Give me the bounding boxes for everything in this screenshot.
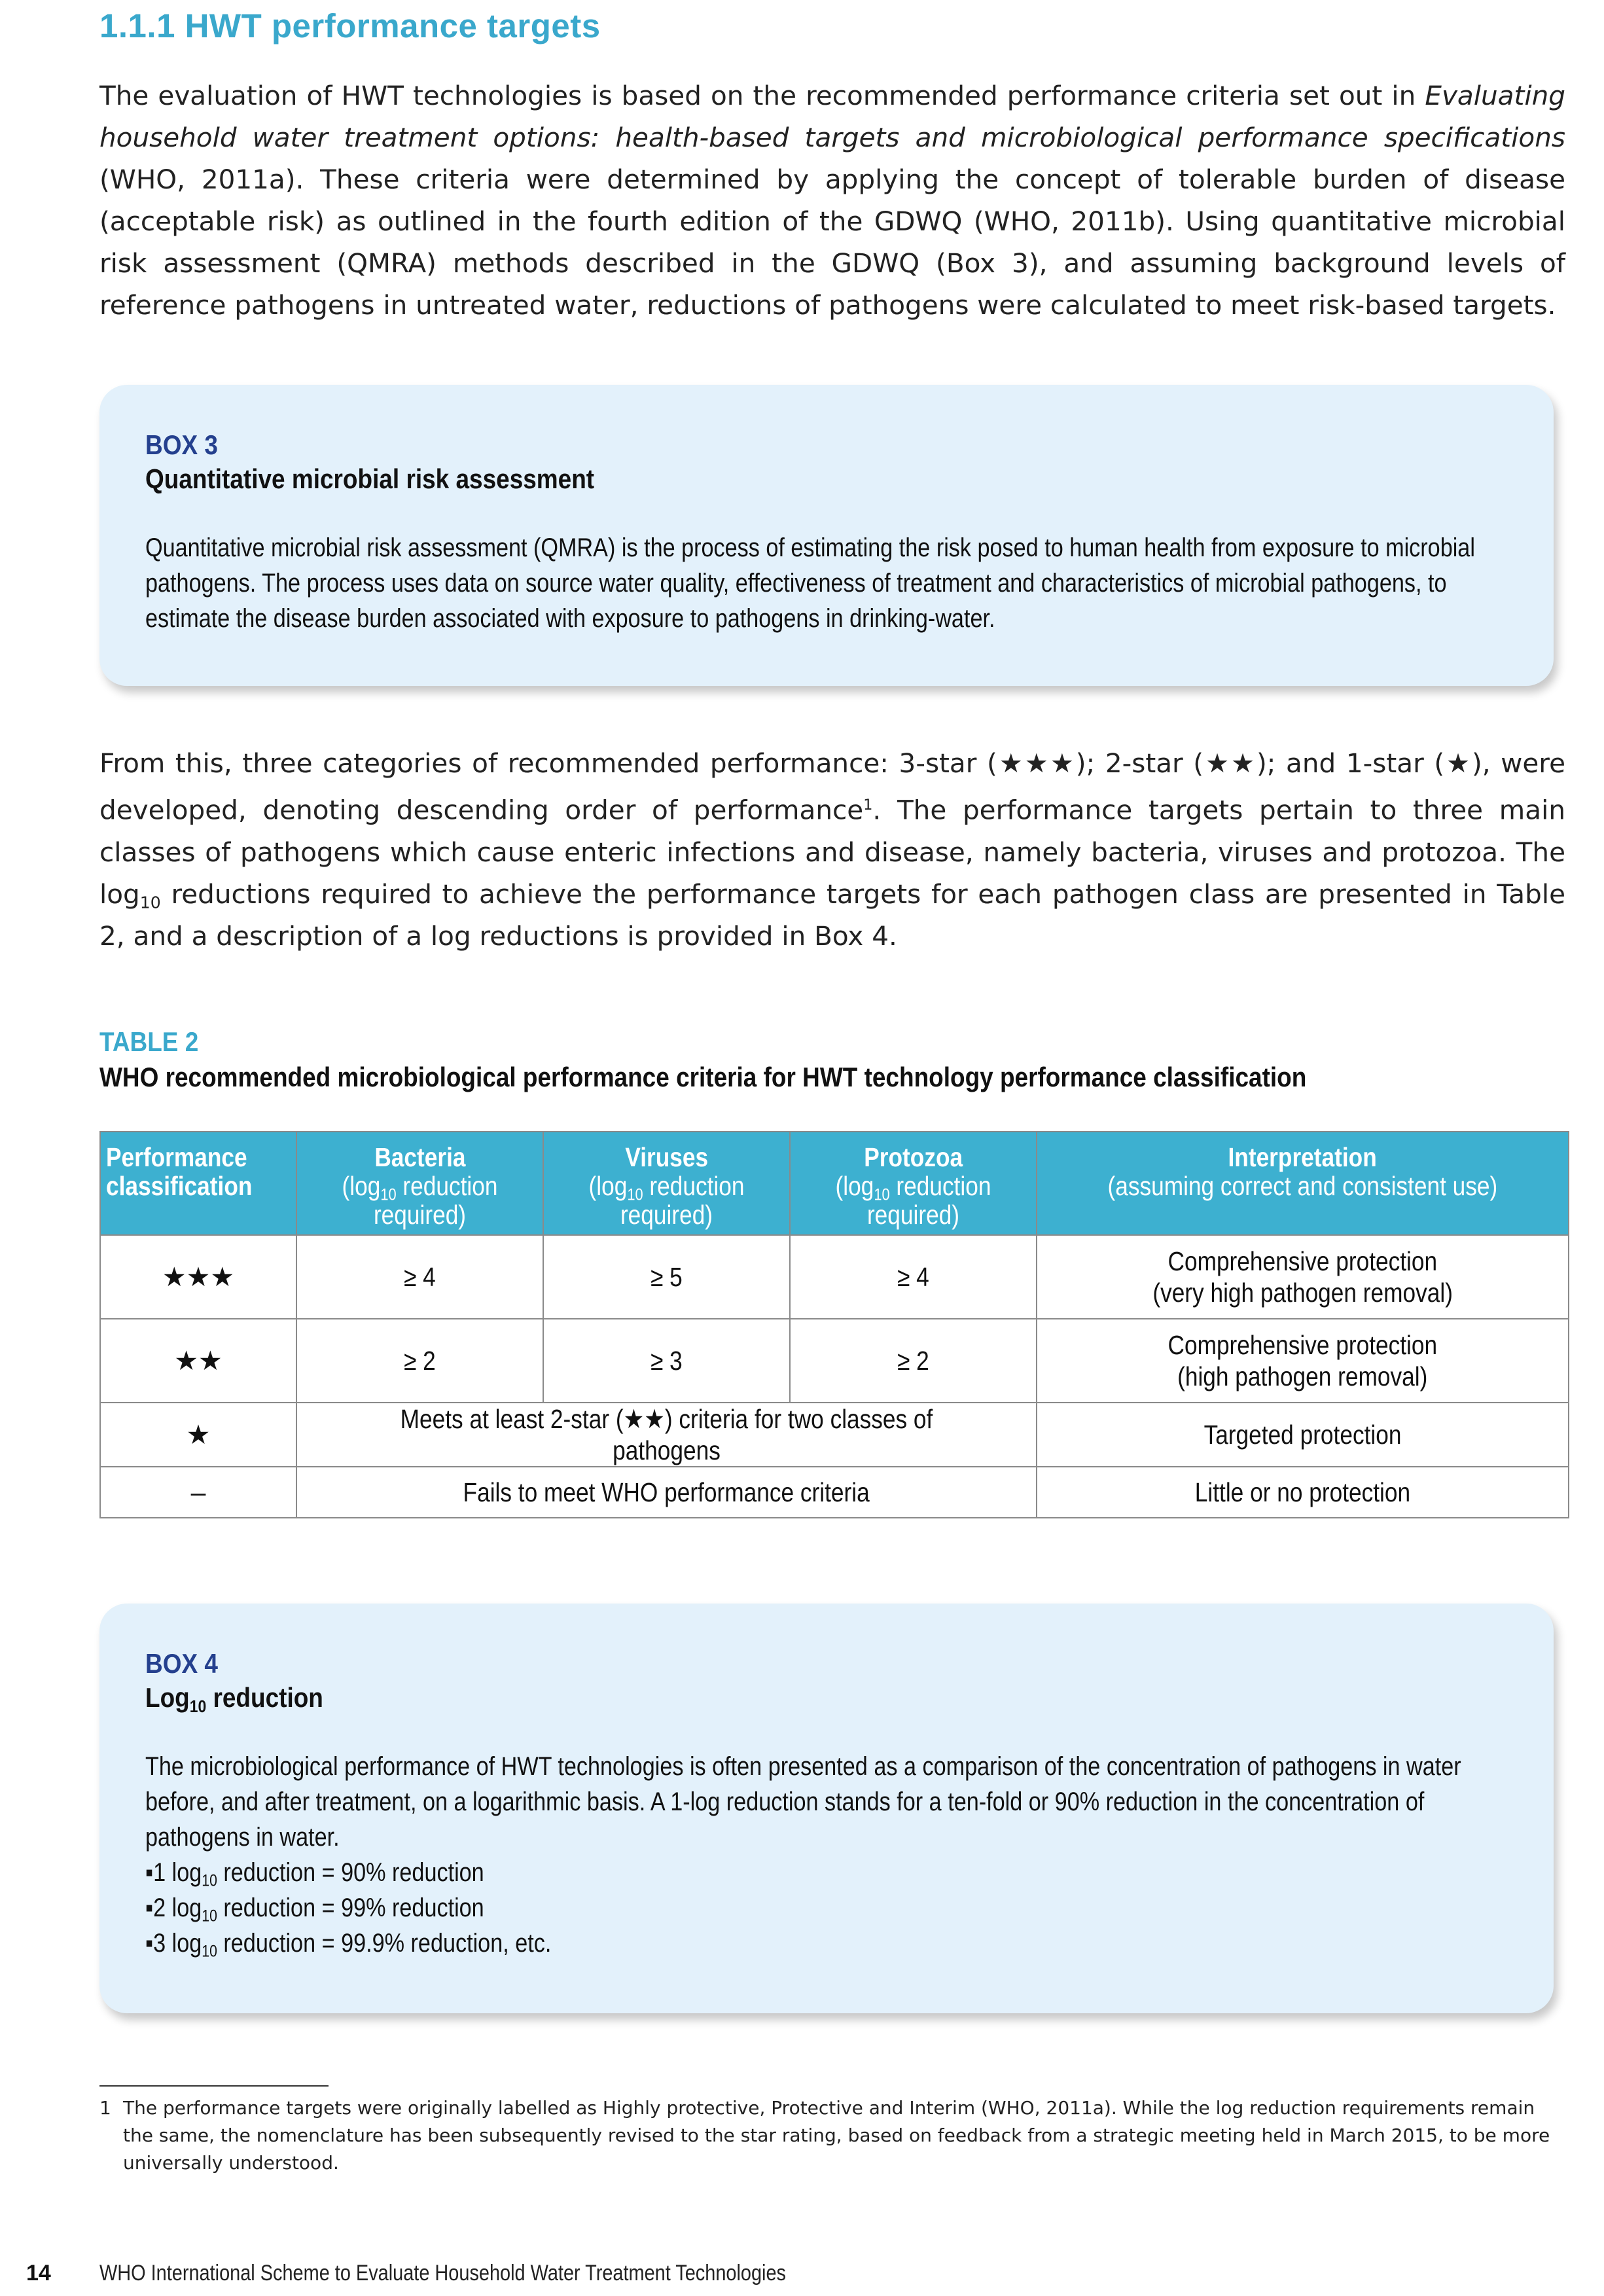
table-header-row — [100, 1132, 1569, 1235]
table-row — [100, 1319, 1569, 1403]
cell-class-2-star: ★★ — [100, 1319, 296, 1403]
footnote-text: The performance targets were originally labelled as Highly protective, Protective and Interim (WHO, 2011a). While the log reduction requirements remain the same, the nomenclature has been subsequently revised to the star rating, based on feedback from a strategic meeting held in March 2015, to be more universally understood. — [123, 2097, 1550, 2174]
list-item: ▪1 $\log_{10}$ reduction = 90% reduction — [145, 1858, 484, 1890]
cell-interpretation: Targeted protection — [1037, 1403, 1569, 1467]
box-3-body: Quantitative microbial risk assessment (QMRA) is the process of estimating the risk posed to human health from exposure to microbial pathogens. The process uses data on source water quality, effectiveness of treatment and characteristics of microbial pathogens, to estimate the disease burden associated with exposure to pathogens in drinking-water. — [145, 533, 1475, 633]
cell-protozoa: ≥ 4 — [790, 1235, 1037, 1319]
list-item: ▪3 $\log_{10}$ reduction = 99.9% reduction, etc. — [145, 1929, 552, 1961]
box-3-label: BOX 3 — [145, 429, 218, 460]
header-viruses: Viruses ($\log_{10}$ reduction required) — [543, 1132, 790, 1235]
list-item: ▪2 $\log_{10}$ reduction = 99% reduction — [145, 1893, 484, 1926]
cell-criteria: Meets at least 2-star (★★) criteria for two classes of pathogens — [296, 1403, 1037, 1467]
table-2-title: WHO recommended microbiological performance criteria for HWT technology performance classification — [99, 1062, 1307, 1092]
box-3 — [99, 385, 1554, 686]
cell-bacteria: ≥ 4 — [296, 1235, 543, 1319]
box-3-title: Quantitative microbial risk assessment — [145, 463, 595, 494]
cell-protozoa: ≥ 2 — [790, 1319, 1037, 1403]
footnote-rule — [99, 2085, 329, 2087]
box-4 — [99, 1604, 1554, 2013]
box-4-title: Log$_{10}$ reduction — [145, 1682, 323, 1716]
performance-paragraph: From this, three categories of recommended performance: 3-star (★★★); 2-star (★★); and 1-star (★), were developed, denoting descending order of performance$^1$. The performance targets pertain to three main classes of pathogens which cause enteric infections and disease, namely bacteria, viruses and protozoa. The $\log_{10}$ reductions required to achieve the performance targets for each pathogen class are presented in Table 2, and a description of a log reductions is provided in Box 4. — [99, 747, 1566, 952]
cell-class-3-star: ★★★ — [100, 1235, 296, 1319]
header-performance-classification: Performance classification — [100, 1132, 296, 1235]
box-4-body: The microbiological performance of HWT technologies is often presented as a comparison of the concentration of pathogens in water before, and after treatment, on a logarithmic basis. A 1-log reduction stands for a ten-fold or 90% reduction in the concentration of pathogens in water. ▪1 $\log_{10}$ reduction = 90% reduction ▪2 $\log_{10}$ reduction = 99% reduction ▪3 $\log_{10}$ reduction = 99.9% reduction, etc. — [145, 1749, 1488, 1961]
footnote-reference: 1 — [863, 797, 873, 814]
page-number: 14 — [26, 2261, 51, 2286]
performance-criteria-table — [99, 1131, 1569, 1518]
cell-viruses: ≥ 3 — [543, 1319, 790, 1403]
cell-viruses: ≥ 5 — [543, 1235, 790, 1319]
table-row — [100, 1403, 1569, 1467]
header-protozoa: Protozoa ($\log_{10}$ reduction required) — [790, 1132, 1037, 1235]
table-2-label: TABLE 2 — [99, 1026, 199, 1057]
cell-bacteria: ≥ 2 — [296, 1319, 543, 1403]
cell-interpretation: Comprehensive protection (high pathogen removal) — [1037, 1319, 1569, 1403]
header-interpretation: Interpretation (assuming correct and consistent use) — [1037, 1132, 1569, 1235]
section-heading: 1.1.1 HWT performance targets — [99, 7, 601, 45]
footnote-number: 1 — [99, 2097, 111, 2119]
cell-interpretation: Little or no protection — [1037, 1467, 1569, 1518]
footnote — [99, 2094, 1565, 2177]
cell-criteria: Fails to meet WHO performance criteria — [296, 1467, 1037, 1518]
box-4-label: BOX 4 — [145, 1648, 218, 1679]
header-bacteria: Bacteria ($\log_{10}$ reduction required) — [296, 1132, 543, 1235]
table-row — [100, 1467, 1569, 1518]
intro-paragraph: The evaluation of HWT technologies is based on the recommended performance criteria set out in Evaluating household water treatment options: health-based targets and microbiological performance specifications (WHO, 2011a). These criteria were determined by applying the concept of tolerable burden of disease (acceptable risk) as outlined in the fourth edition of the GDWQ (WHO, 2011b). Using quantitative microbial risk assessment (QMRA) methods described in the GDWQ (Box 3), and assuming background levels of reference pathogens in untreated water, reductions of pathogens were calculated to meet risk-based targets. — [99, 80, 1565, 321]
cell-class-none: – — [100, 1467, 296, 1518]
cell-interpretation: Comprehensive protection (very high pathogen removal) — [1037, 1235, 1569, 1319]
running-title: WHO International Scheme to Evaluate Household Water Treatment Technologies — [99, 2261, 786, 2286]
cell-class-1-star: ★ — [100, 1403, 296, 1467]
table-row — [100, 1235, 1569, 1319]
